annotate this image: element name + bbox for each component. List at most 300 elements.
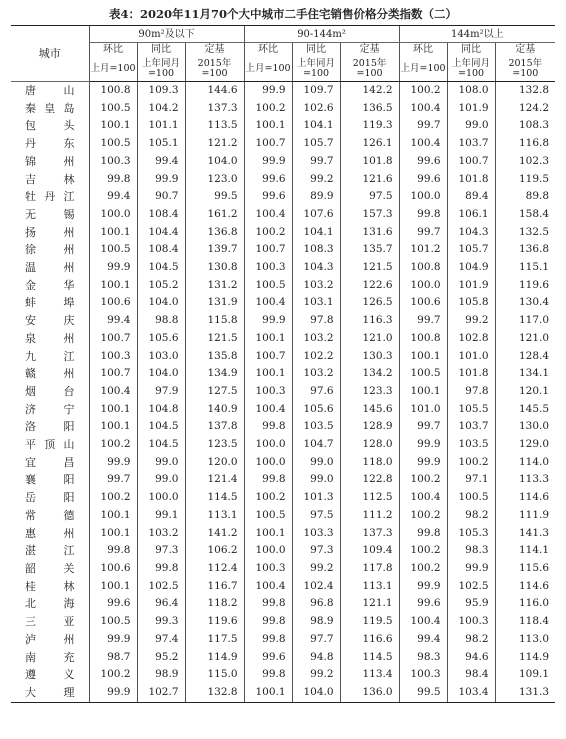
index-value-cell: 122.6: [340, 277, 399, 295]
index-value-cell: 114.0: [495, 454, 555, 472]
index-value-cell: 104.0: [185, 153, 244, 171]
index-value-cell: 99.2: [447, 312, 495, 330]
index-value-cell: 124.2: [495, 100, 555, 118]
city-name-cell: 平顶山: [25, 438, 75, 452]
base-note-last-year: 上年同月=100: [137, 56, 185, 82]
index-value-cell: 108.3: [292, 241, 340, 259]
index-value-cell: 100.3: [399, 666, 447, 684]
index-value-cell: 96.8: [292, 595, 340, 613]
index-value-cell: 101.0: [399, 401, 447, 419]
index-value-cell: 100.5: [244, 277, 292, 295]
index-value-cell: 98.7: [89, 649, 137, 667]
index-value-cell: 97.5: [340, 188, 399, 206]
index-value-cell: 105.8: [447, 294, 495, 312]
index-value-cell: 100.1: [244, 117, 292, 135]
index-value-cell: 103.2: [292, 277, 340, 295]
index-value-cell: 104.5: [137, 259, 185, 277]
index-value-cell: 101.0: [447, 348, 495, 366]
index-value-cell: 98.2: [447, 507, 495, 525]
index-value-cell: 113.5: [185, 117, 244, 135]
index-value-cell: 100.4: [244, 578, 292, 596]
index-value-cell: 95.9: [447, 595, 495, 613]
index-value-cell: 105.5: [447, 401, 495, 419]
city-name-cell: 济宁: [25, 402, 75, 416]
index-value-cell: 116.8: [495, 135, 555, 153]
index-value-cell: 100.2: [399, 507, 447, 525]
index-value-cell: 99.6: [89, 595, 137, 613]
city-name-cell: 泉州: [25, 331, 75, 345]
index-value-cell: 99.0: [447, 117, 495, 135]
index-value-cell: 105.6: [137, 330, 185, 348]
city-name-cell: 徐州: [25, 243, 75, 257]
index-value-cell: 105.7: [447, 241, 495, 259]
index-value-cell: 100.7: [244, 241, 292, 259]
index-value-cell: 100.2: [399, 560, 447, 578]
index-value-cell: 130.8: [185, 259, 244, 277]
index-value-cell: 100.1: [89, 507, 137, 525]
table-row: [11, 649, 555, 667]
group-header-large: 144m²以上: [399, 26, 555, 43]
city-name-cell: 桂林: [25, 579, 75, 593]
index-value-cell: 100.6: [89, 560, 137, 578]
index-value-cell: 97.4: [137, 631, 185, 649]
index-value-cell: 113.3: [495, 471, 555, 489]
index-value-cell: 104.3: [447, 224, 495, 242]
city-name-cell: 三亚: [25, 615, 75, 629]
index-value-cell: 100.7: [89, 330, 137, 348]
index-value-cell: 100.1: [244, 684, 292, 702]
table-row: [11, 348, 555, 366]
index-value-cell: 119.5: [340, 613, 399, 631]
base-note-last-month: 上月=100: [89, 56, 137, 82]
index-value-cell: 139.7: [185, 241, 244, 259]
index-value-cell: 100.1: [89, 277, 137, 295]
index-value-cell: 90.7: [137, 188, 185, 206]
index-value-cell: 104.3: [292, 259, 340, 277]
index-value-cell: 111.9: [495, 507, 555, 525]
table-row: [11, 277, 555, 295]
index-value-cell: 105.1: [137, 135, 185, 153]
index-value-cell: 99.9: [399, 578, 447, 596]
city-name-cell: 吉林: [25, 172, 75, 186]
index-value-cell: 101.8: [447, 365, 495, 383]
index-value-cell: 99.7: [89, 471, 137, 489]
index-value-cell: 100.1: [89, 224, 137, 242]
index-value-cell: 119.6: [495, 277, 555, 295]
table-row: [11, 224, 555, 242]
index-value-cell: 116.7: [185, 578, 244, 596]
index-value-cell: 100.0: [244, 542, 292, 560]
index-value-cell: 101.9: [447, 100, 495, 118]
table-row: [11, 100, 555, 118]
sub-header-mom: 环比: [399, 43, 447, 57]
index-value-cell: 100.2: [244, 224, 292, 242]
index-value-cell: 103.2: [292, 330, 340, 348]
city-name-cell: 赣州: [25, 367, 75, 381]
table-row: [11, 684, 555, 702]
group-header-small: 90m²及以下: [89, 26, 244, 43]
index-value-cell: 132.5: [495, 224, 555, 242]
index-value-cell: 97.7: [292, 631, 340, 649]
index-value-cell: 113.4: [340, 666, 399, 684]
index-value-cell: 145.5: [495, 401, 555, 419]
index-value-cell: 140.9: [185, 401, 244, 419]
index-value-cell: 99.9: [244, 312, 292, 330]
index-value-cell: 104.1: [292, 117, 340, 135]
index-value-cell: 113.0: [495, 631, 555, 649]
index-value-cell: 100.4: [399, 135, 447, 153]
index-value-cell: 99.6: [399, 153, 447, 171]
index-value-cell: 121.1: [340, 595, 399, 613]
base-note-2015: 2015年=100: [495, 56, 555, 82]
city-name-cell: 遵义: [25, 668, 75, 682]
index-value-cell: 111.2: [340, 507, 399, 525]
index-value-cell: 100.4: [244, 294, 292, 312]
table-row: [11, 171, 555, 189]
index-value-cell: 103.3: [292, 525, 340, 543]
index-value-cell: 117.0: [495, 312, 555, 330]
index-value-cell: 96.4: [137, 595, 185, 613]
index-value-cell: 98.2: [447, 631, 495, 649]
index-value-cell: 105.6: [292, 401, 340, 419]
index-value-cell: 100.3: [89, 348, 137, 366]
index-value-cell: 128.0: [340, 436, 399, 454]
sub-header-yoy: 同比: [137, 43, 185, 57]
index-value-cell: 99.6: [399, 171, 447, 189]
index-value-cell: 100.2: [399, 82, 447, 100]
index-value-cell: 99.9: [89, 259, 137, 277]
index-value-cell: 97.3: [137, 542, 185, 560]
index-value-cell: 131.6: [340, 224, 399, 242]
index-value-cell: 105.2: [137, 277, 185, 295]
index-value-cell: 130.4: [495, 294, 555, 312]
index-value-cell: 114.6: [495, 489, 555, 507]
index-value-cell: 103.2: [292, 365, 340, 383]
city-name-cell: 丹东: [25, 137, 75, 151]
sub-header-mom: 环比: [89, 43, 137, 57]
index-value-cell: 118.2: [185, 595, 244, 613]
index-value-cell: 102.5: [137, 578, 185, 596]
index-value-cell: 100.2: [447, 454, 495, 472]
index-value-cell: 100.1: [89, 418, 137, 436]
table-body: [11, 82, 555, 703]
index-value-cell: 118.0: [340, 454, 399, 472]
index-value-cell: 121.4: [185, 471, 244, 489]
base-note-last-month: 上月=100: [399, 56, 447, 82]
table-row: [11, 436, 555, 454]
index-value-cell: 113.1: [185, 507, 244, 525]
index-value-cell: 98.9: [292, 613, 340, 631]
index-value-cell: 97.1: [447, 471, 495, 489]
index-value-cell: 112.4: [185, 560, 244, 578]
index-value-cell: 97.6: [292, 383, 340, 401]
index-value-cell: 137.3: [185, 100, 244, 118]
index-value-cell: 100.2: [399, 471, 447, 489]
index-value-cell: 99.7: [399, 418, 447, 436]
index-value-cell: 100.5: [244, 507, 292, 525]
index-value-cell: 98.3: [447, 542, 495, 560]
city-name-cell: 包头: [25, 119, 75, 133]
index-value-cell: 103.0: [137, 348, 185, 366]
index-value-cell: 99.4: [399, 631, 447, 649]
index-value-cell: 119.6: [185, 613, 244, 631]
index-value-cell: 104.9: [447, 259, 495, 277]
city-name-cell: 湛江: [25, 544, 75, 558]
index-value-cell: 100.3: [447, 613, 495, 631]
table-row: [11, 613, 555, 631]
index-value-cell: 137.3: [340, 525, 399, 543]
table-row: [11, 418, 555, 436]
index-value-cell: 137.8: [185, 418, 244, 436]
index-value-cell: 121.2: [185, 135, 244, 153]
index-value-cell: 99.9: [399, 436, 447, 454]
index-value-cell: 103.4: [447, 684, 495, 702]
index-value-cell: 132.8: [495, 82, 555, 100]
city-name-cell: 金华: [25, 278, 75, 292]
index-value-cell: 122.8: [340, 471, 399, 489]
index-value-cell: 117.8: [340, 560, 399, 578]
table-row: [11, 578, 555, 596]
index-value-cell: 100.2: [244, 100, 292, 118]
city-column-header: 城市: [11, 26, 89, 82]
city-name-cell: 韶关: [25, 561, 75, 575]
index-value-cell: 132.8: [185, 684, 244, 702]
index-value-cell: 99.6: [399, 595, 447, 613]
index-value-cell: 99.5: [399, 684, 447, 702]
index-value-cell: 98.3: [399, 649, 447, 667]
city-name-cell: 锦州: [25, 154, 75, 168]
index-value-cell: 109.4: [340, 542, 399, 560]
index-value-cell: 102.3: [495, 153, 555, 171]
table-row: [11, 383, 555, 401]
table-row: [11, 330, 555, 348]
table-row: [11, 153, 555, 171]
city-name-cell: 惠州: [25, 526, 75, 540]
index-value-cell: 130.3: [340, 348, 399, 366]
index-value-cell: 105.7: [292, 135, 340, 153]
index-value-cell: 103.5: [292, 418, 340, 436]
city-name-cell: 洛阳: [25, 420, 75, 434]
table-row: [11, 454, 555, 472]
index-value-cell: 134.2: [340, 365, 399, 383]
index-value-cell: 100.3: [244, 383, 292, 401]
index-value-cell: 99.6: [244, 171, 292, 189]
city-name-cell: 大理: [11, 684, 89, 702]
index-value-cell: 103.5: [447, 436, 495, 454]
index-value-cell: 120.1: [495, 383, 555, 401]
index-value-cell: 116.0: [495, 595, 555, 613]
index-value-cell: 100.8: [399, 259, 447, 277]
index-value-cell: 114.1: [495, 542, 555, 560]
sub-header-base: 定基: [495, 43, 555, 57]
sub-header-base: 定基: [185, 43, 244, 57]
index-value-cell: 108.0: [447, 82, 495, 100]
index-value-cell: 100.5: [89, 613, 137, 631]
city-name-cell: 常德: [25, 508, 75, 522]
index-value-cell: 119.3: [340, 117, 399, 135]
index-value-cell: 128.9: [340, 418, 399, 436]
price-index-table: [11, 25, 555, 703]
index-value-cell: 100.4: [244, 401, 292, 419]
index-value-cell: 102.7: [137, 684, 185, 702]
index-value-cell: 99.2: [292, 171, 340, 189]
index-value-cell: 118.4: [495, 613, 555, 631]
index-value-cell: 99.8: [244, 471, 292, 489]
index-value-cell: 106.1: [447, 206, 495, 224]
base-note-last-year: 上年同月=100: [292, 56, 340, 82]
index-value-cell: 108.4: [137, 206, 185, 224]
index-value-cell: 135.7: [340, 241, 399, 259]
index-value-cell: 136.0: [340, 684, 399, 702]
group-header-medium: 90-144m²: [244, 26, 399, 43]
index-value-cell: 99.7: [399, 117, 447, 135]
index-value-cell: 103.7: [447, 135, 495, 153]
index-value-cell: 100.0: [89, 206, 137, 224]
table-row: [11, 82, 555, 100]
index-value-cell: 100.4: [244, 206, 292, 224]
index-value-cell: 99.1: [137, 507, 185, 525]
index-value-cell: 103.2: [137, 525, 185, 543]
index-value-cell: 99.7: [399, 224, 447, 242]
index-value-cell: 99.2: [292, 560, 340, 578]
index-value-cell: 99.9: [89, 684, 137, 702]
index-value-cell: 99.8: [399, 206, 447, 224]
index-value-cell: 113.1: [340, 578, 399, 596]
index-value-cell: 99.0: [292, 471, 340, 489]
index-value-cell: 94.6: [447, 649, 495, 667]
index-value-cell: 100.1: [244, 330, 292, 348]
index-value-cell: 116.3: [340, 312, 399, 330]
index-value-cell: 104.4: [137, 224, 185, 242]
city-name-cell: 岳阳: [25, 491, 75, 505]
table-row: [11, 294, 555, 312]
sub-header-yoy: 同比: [292, 43, 340, 57]
index-value-cell: 102.8: [447, 330, 495, 348]
index-value-cell: 100.4: [399, 489, 447, 507]
index-value-cell: 104.5: [137, 418, 185, 436]
index-value-cell: 99.7: [399, 312, 447, 330]
index-value-cell: 121.0: [495, 330, 555, 348]
index-value-cell: 89.4: [447, 188, 495, 206]
index-value-cell: 161.2: [185, 206, 244, 224]
index-value-cell: 100.1: [244, 365, 292, 383]
index-value-cell: 99.9: [244, 153, 292, 171]
index-value-cell: 99.8: [89, 542, 137, 560]
index-value-cell: 141.2: [185, 525, 244, 543]
index-value-cell: 131.2: [185, 277, 244, 295]
index-value-cell: 100.1: [399, 383, 447, 401]
index-value-cell: 99.0: [137, 471, 185, 489]
index-value-cell: 100.1: [244, 525, 292, 543]
index-value-cell: 115.6: [495, 560, 555, 578]
table-row: [11, 560, 555, 578]
index-value-cell: 99.8: [89, 171, 137, 189]
index-value-cell: 100.1: [89, 117, 137, 135]
index-value-cell: 101.1: [137, 117, 185, 135]
index-value-cell: 109.7: [292, 82, 340, 100]
index-value-cell: 108.4: [137, 241, 185, 259]
index-value-cell: 131.3: [495, 684, 555, 702]
index-value-cell: 123.5: [185, 436, 244, 454]
base-note-2015: 2015年=100: [340, 56, 399, 82]
index-value-cell: 99.8: [137, 560, 185, 578]
index-value-cell: 121.0: [340, 330, 399, 348]
index-value-cell: 107.6: [292, 206, 340, 224]
index-value-cell: 135.8: [185, 348, 244, 366]
index-value-cell: 158.4: [495, 206, 555, 224]
index-value-cell: 115.1: [495, 259, 555, 277]
index-value-cell: 114.6: [495, 578, 555, 596]
index-value-cell: 97.5: [292, 507, 340, 525]
index-value-cell: 109.1: [495, 666, 555, 684]
sub-header-mom: 环比: [244, 43, 292, 57]
index-value-cell: 100.4: [399, 613, 447, 631]
index-value-cell: 102.5: [447, 578, 495, 596]
index-value-cell: 130.0: [495, 418, 555, 436]
index-value-cell: 102.2: [292, 348, 340, 366]
index-value-cell: 99.9: [244, 82, 292, 100]
index-value-cell: 120.0: [185, 454, 244, 472]
index-value-cell: 142.2: [340, 82, 399, 100]
index-value-cell: 115.8: [185, 312, 244, 330]
index-value-cell: 100.2: [89, 436, 137, 454]
index-value-cell: 114.5: [340, 649, 399, 667]
index-value-cell: 97.3: [292, 542, 340, 560]
city-name-cell: 襄阳: [25, 473, 75, 487]
index-value-cell: 123.0: [185, 171, 244, 189]
index-value-cell: 100.1: [89, 401, 137, 419]
index-value-cell: 104.5: [137, 436, 185, 454]
index-value-cell: 99.5: [185, 188, 244, 206]
table-row: [11, 666, 555, 684]
index-value-cell: 136.8: [185, 224, 244, 242]
table-row: [11, 241, 555, 259]
index-value-cell: 102.4: [292, 578, 340, 596]
index-value-cell: 127.5: [185, 383, 244, 401]
index-value-cell: 100.0: [244, 454, 292, 472]
index-value-cell: 145.6: [340, 401, 399, 419]
index-value-cell: 100.5: [399, 365, 447, 383]
index-value-cell: 126.1: [340, 135, 399, 153]
base-note-2015: 2015年=100: [185, 56, 244, 82]
index-value-cell: 100.5: [89, 100, 137, 118]
city-name-cell: 泸州: [25, 632, 75, 646]
index-value-cell: 104.0: [137, 294, 185, 312]
index-value-cell: 114.5: [185, 489, 244, 507]
index-value-cell: 100.7: [244, 135, 292, 153]
index-value-cell: 101.3: [292, 489, 340, 507]
index-value-cell: 101.8: [447, 171, 495, 189]
table-row: [11, 206, 555, 224]
index-value-cell: 104.2: [137, 100, 185, 118]
index-value-cell: 104.1: [292, 224, 340, 242]
index-value-cell: 134.1: [495, 365, 555, 383]
index-value-cell: 100.1: [399, 348, 447, 366]
index-value-cell: 100.6: [89, 294, 137, 312]
index-value-cell: 99.8: [244, 418, 292, 436]
city-name-cell: 牡丹江: [25, 190, 75, 204]
index-value-cell: 99.4: [137, 153, 185, 171]
index-value-cell: 100.7: [244, 348, 292, 366]
index-value-cell: 109.3: [137, 82, 185, 100]
index-value-cell: 126.5: [340, 294, 399, 312]
index-value-cell: 99.2: [292, 666, 340, 684]
index-value-cell: 102.6: [292, 100, 340, 118]
city-name-cell: 南充: [25, 650, 75, 664]
base-note-last-month: 上月=100: [244, 56, 292, 82]
index-value-cell: 100.3: [244, 560, 292, 578]
index-value-cell: 100.5: [447, 489, 495, 507]
